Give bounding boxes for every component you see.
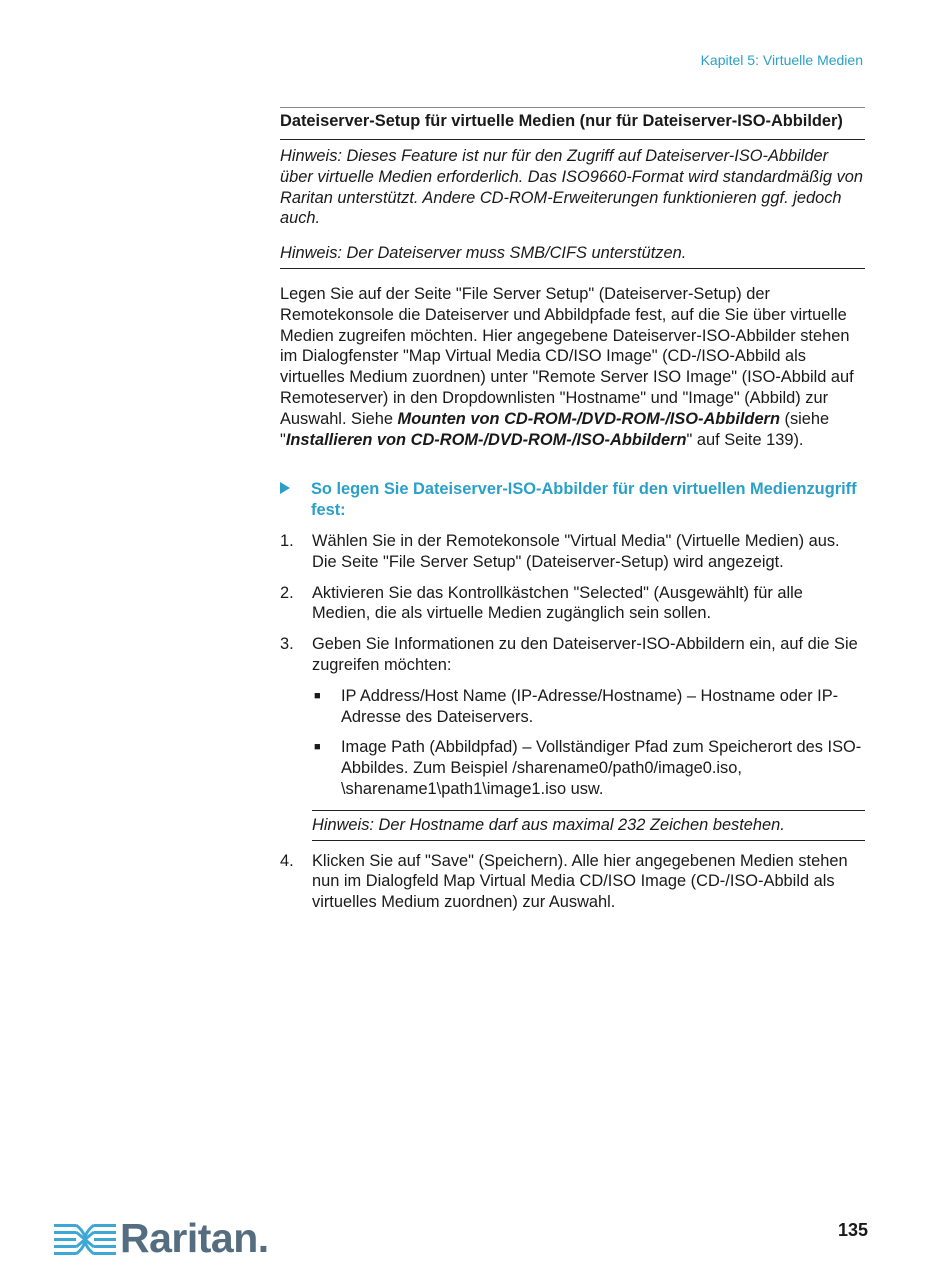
bullet-item-image-path xyxy=(312,737,865,799)
note-box xyxy=(280,140,865,269)
raritan-logo xyxy=(54,1215,276,1262)
intro-text-2: (siehe " xyxy=(280,409,830,449)
link-install-cdrom[interactable]: Installieren von CD-ROM-/DVD-ROM-/ISO-Abbildern xyxy=(285,430,687,449)
intro-text-1: Legen Sie auf der Seite "File Server Setup" (Dateiserver-Setup) der Remotekonsole die Dateiserver und Abbildpfade fest, auf die Sie über virtuelle Medien zugreifen möchten. Hier angegebene Dateiserver-ISO-Abbilder stehen im Dialogfenster "Map Virtual Media CD/ISO Image" (CD-/ISO-Abbild als virtuelles Medium zuordnen) unter "Remote Server ISO Image" (ISO-Abbild auf Remoteserver) in den Dropdownlisten "Hostname" und "Image" (Abbild) zur Auswahl. Siehe xyxy=(280,284,854,428)
procedure-heading xyxy=(280,479,865,521)
step-number: 4. xyxy=(280,851,294,870)
raritan-emblem-icon xyxy=(54,1220,116,1260)
note-iso-feature: Hinweis: Dieses Feature ist nur für den Zugriff auf Dateiserver-ISO-Abbilder über virtuelle Medien erforderlich. Das ISO9660-Format wird standardmäßig von Raritan unterstützt. Andere CD-ROM-Erweiterungen funktionieren ggf. jedoch auch. xyxy=(280,147,864,228)
bullet-text: Image Path (Abbildpfad) – Vollständiger Pfad zum Speicherort des ISO-Abbildes. Zum Beispiel /sharename0/path0/image0.iso, \sharename1\path1\image1.iso usw. xyxy=(341,738,862,798)
intro-paragraph xyxy=(280,284,865,450)
step-number: 3. xyxy=(280,635,294,654)
step-3 xyxy=(280,634,865,840)
procedure-heading-text: So legen Sie Dateiserver-ISO-Abbilder für den virtuellen Medienzugriff fest: xyxy=(311,480,857,520)
page-content xyxy=(280,107,865,923)
triangle-bullet-icon xyxy=(280,482,290,494)
link-mount-cdrom[interactable]: Mounten von CD-ROM-/DVD-ROM-/ISO-Abbildern xyxy=(397,409,780,428)
section-title: Dateiserver-Setup für virtuelle Medien (nur für Dateiserver-ISO-Abbilder) xyxy=(280,112,843,130)
step-text: Aktivieren Sie das Kontrollkästchen "Selected" (Ausgewählt) für alle Medien, die als virtuelle Medien zugänglich sein sollen. xyxy=(312,583,803,623)
logo-wordmark: Raritan. xyxy=(120,1215,269,1261)
step-text: Wählen Sie in der Remotekonsole "Virtual Media" (Virtuelle Medien) aus. Die Seite "File Server Setup" (Dateiserver-Setup) wird angezeigt. xyxy=(312,531,840,571)
section-title-box xyxy=(280,107,865,140)
bullet-item-ip-address xyxy=(312,686,865,728)
step-text: Klicken Sie auf "Save" (Speichern). Alle hier angegebenen Medien stehen nun im Dialogfeld Map Virtual Media CD/ISO Image (CD-/ISO-Abbild als virtuelles Medium zuordnen) zur Auswahl. xyxy=(312,851,848,912)
step-text: Geben Sie Informationen zu den Dateiserver-ISO-Abbildern ein, auf die Sie zugreifen möchten: xyxy=(312,635,858,674)
square-bullet-icon: ■ xyxy=(314,689,321,702)
note-hostname-length: Hinweis: Der Hostname darf aus maximal 232 Zeichen bestehen. xyxy=(312,810,865,841)
step-number: 1. xyxy=(280,531,294,550)
bullet-text: IP Address/Host Name (IP-Adresse/Hostname) – Hostname oder IP-Adresse des Dateiservers. xyxy=(341,686,839,726)
step-1 xyxy=(280,531,865,573)
chapter-header: Kapitel 5: Virtuelle Medien xyxy=(700,52,863,68)
procedure-steps xyxy=(280,531,865,913)
note-smb-cifs: Hinweis: Der Dateiserver muss SMB/CIFS unterstützen. xyxy=(280,244,687,263)
intro-text-3: " auf Seite 139). xyxy=(686,430,804,449)
step-number: 2. xyxy=(280,583,294,602)
step-4 xyxy=(280,851,865,913)
page-number: 135 xyxy=(837,1220,868,1240)
step-2 xyxy=(280,583,865,625)
square-bullet-icon: ■ xyxy=(314,741,321,754)
